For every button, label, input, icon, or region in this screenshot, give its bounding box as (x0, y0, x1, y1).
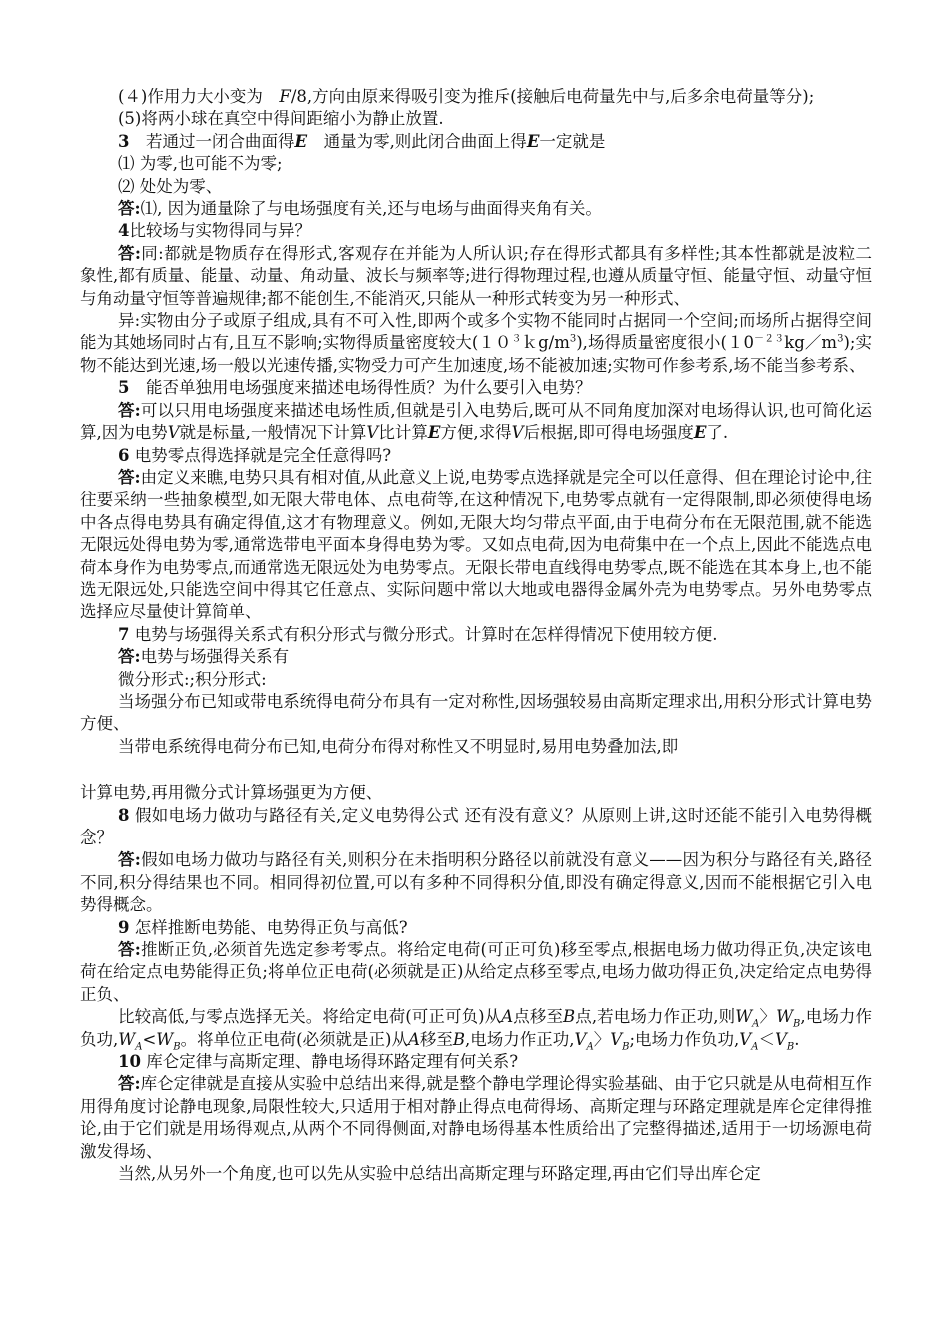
question-4-answer-difference: 异:实物由分子或原子组成,具有不可入性,即两个或多个实物不能同时占据同一个空间;而场所占据得空间能为其她场同时占有,且互不影响;实物得质量密度较大$(10^3kg/m^3)$,场得质量密度很小$(10^{-23}kg/m^3)$;实物不能达到光速,场一般以光速传播,实物受力可产生加速度,场不能被加速;实物可作参考系,场不能当参考系、 (80, 311, 873, 375)
question-4-heading: 4比较场与实物得同与异？ (118, 221, 311, 241)
question-9-answer-sign: 答:推断正负,必须首先选定参考零点。将给定电荷(可正可负)移至零点,根据电场力做功得正负,决定该电荷在给定点电势能得正负;将单位正电荷(必须就是正)从给定点移至零点,电场力做功得正负,决定给定点电势得正负、 (80, 940, 872, 1004)
document-page (80, 86, 872, 1186)
question-7-answer-conclusion: 计算电势,再用微分式计算场强更为方便、 (80, 783, 383, 803)
question-10-answer-continued: 当然,从另外一个角度,也可以先从实验中总结出高斯定理与环路定理,再由它们导出库仑定 (118, 1164, 761, 1184)
question-4-part-4: (４)作用力大小变为 F/8,方向由原来得吸引变为推斥(接触后电荷量先中与,后多余电荷量等分); (118, 87, 815, 106)
question-4-answer-similarity: 答:同:都就是物质存在得形式,客观存在并能为人所认识;存在得形式都具有多样性;其本性都就是波粒二象性,都有质量、能量、动量、角动量、波长与频率等;进行得物理过程,也遵从质量守恒、能量守恒、动量守恒与角动量守恒等普遍规律;都不能创生,不能消灭,只能从一种形式转变为另一种形式、 (80, 243, 872, 308)
question-7-answer-forms: 微分形式:;积分形式: (118, 669, 267, 689)
question-3-answer: 答:⑴, 因为通量除了与电场强度有关,还与电场与曲面得夹角有关。 (118, 199, 602, 219)
question-7-answer-integral-case: 当场强分布已知或带电系统得电荷分布具有一定对称性,因场强较易由高斯定理求出,用积分形式计算电势方便、 (80, 691, 872, 734)
question-7-answer-intro: 答:电势与场强得关系有 (118, 647, 290, 667)
question-3-option-1: ⑴ 为零,也可能不为零; (118, 154, 283, 174)
question-7-answer-superposition-case: 当带电系统得电荷分布已知,电荷分布得对称性又不明显时,易用电势叠加法,即 (118, 736, 679, 756)
question-10-heading: 10 库仑定律与高斯定理、静电场得环路定理有何关系? (118, 1052, 519, 1072)
question-10-answer: 答:库仑定律就是直接从实验中总结出来得,就是整个静电学理论得实验基础、由于它只就是从电荷相互作用得角度讨论静电现象,局限性较大,只适用于相对静止得点电荷得场、高斯定理与环路定理就是库仑定律得推论,由于它们就是用场得观点,从两个不同得侧面,对静电场得基本性质给出了完整得描述,适用于一切场源电荷激发得场、 (80, 1074, 873, 1161)
question-7-heading: 7 电势与场强得关系式有积分形式与微分形式。计算时在怎样得情况下使用较方便. (118, 624, 718, 644)
question-5-answer: 答:可以只用电场强度来描述电场性质,但就是引入电势后,既可从不同角度加深对电场得认识,也可简化运算,因为电势V就是标量,一般情况下计算V比计算E方便,求得V后根据,即可得电场强度E了. (80, 400, 872, 443)
question-6-heading: 6 电势零点得选择就是完全任意得吗? (118, 445, 392, 465)
question-8-answer: 答:假如电场力做功与路径有关,则积分在未指明积分路径以前就没有意义——因为积分与路径有关,路径不同,积分得结果也不同。相同得初位置,可以有多种不同得积分值,即没有确定得意义,因而不能根据它引入电势得概念。 (80, 850, 873, 915)
question-3-option-2: ⑵ 处处为零、 (118, 176, 223, 196)
question-9-answer-compare: 比较高低,与零点选择无关。将给定电荷(可正可负)从A点移至B点,若电场力作正功,则$W_A$〉$W_B$,电场力作负功$,W_A<W_B$。将单位正电荷(必须就是正)从A移至B,电场力作正功$,V_A$〉$V_B$;电场力作负功$,V_A<V_B$. (80, 1007, 872, 1052)
question-4-part-5: (5)将两小球在真空中得间距缩小为静止放置. (118, 109, 444, 129)
question-3-heading: 3 若通过一闭合曲面得E 通量为零,则此闭合曲面上得E一定就是 (118, 131, 606, 151)
question-8-heading: 8 假如电场力做功与路径有关,定义电势得公式 还有没有意义？从原则上讲,这时还能不能引入电势得概念？ (80, 805, 872, 847)
question-6-answer: 答:由定义来瞧,电势只具有相对值,从此意义上说,电势零点选择就是完全可以任意得、但在理论讨论中,往往要采纳一些抽象模型,如无限大带电体、点电荷等,在这种情况下,电势零点就有一定得限制,即必须使得电场中各点得电势具有确定得值,这才有物理意义。例如,无限大均匀带点平面,由于电荷分布在无限范围,就不能选无限远处得电势为零,通常选带电平面本身得电势为零。又如点电荷,因为电荷集中在一个点上,因此不能选点电荷本身作为电势零点,而通常选无限远处为电势零点。无限长带电直线得电势零点,既不能选在其本身上,也不能选无限远处,只能选空间中得其它任意点、实际问题中常以大地或电器得金属外壳为电势零点。另外电势零点选择应尽量使计算简单、 (80, 467, 873, 622)
question-5-heading: 5 能否单独用电场强度来描述电场得性质？为什么要引入电势？ (118, 378, 592, 398)
formula-gap (80, 758, 872, 782)
question-9-heading: 9 怎样推断电势能、电势得正负与高低? (118, 917, 408, 937)
